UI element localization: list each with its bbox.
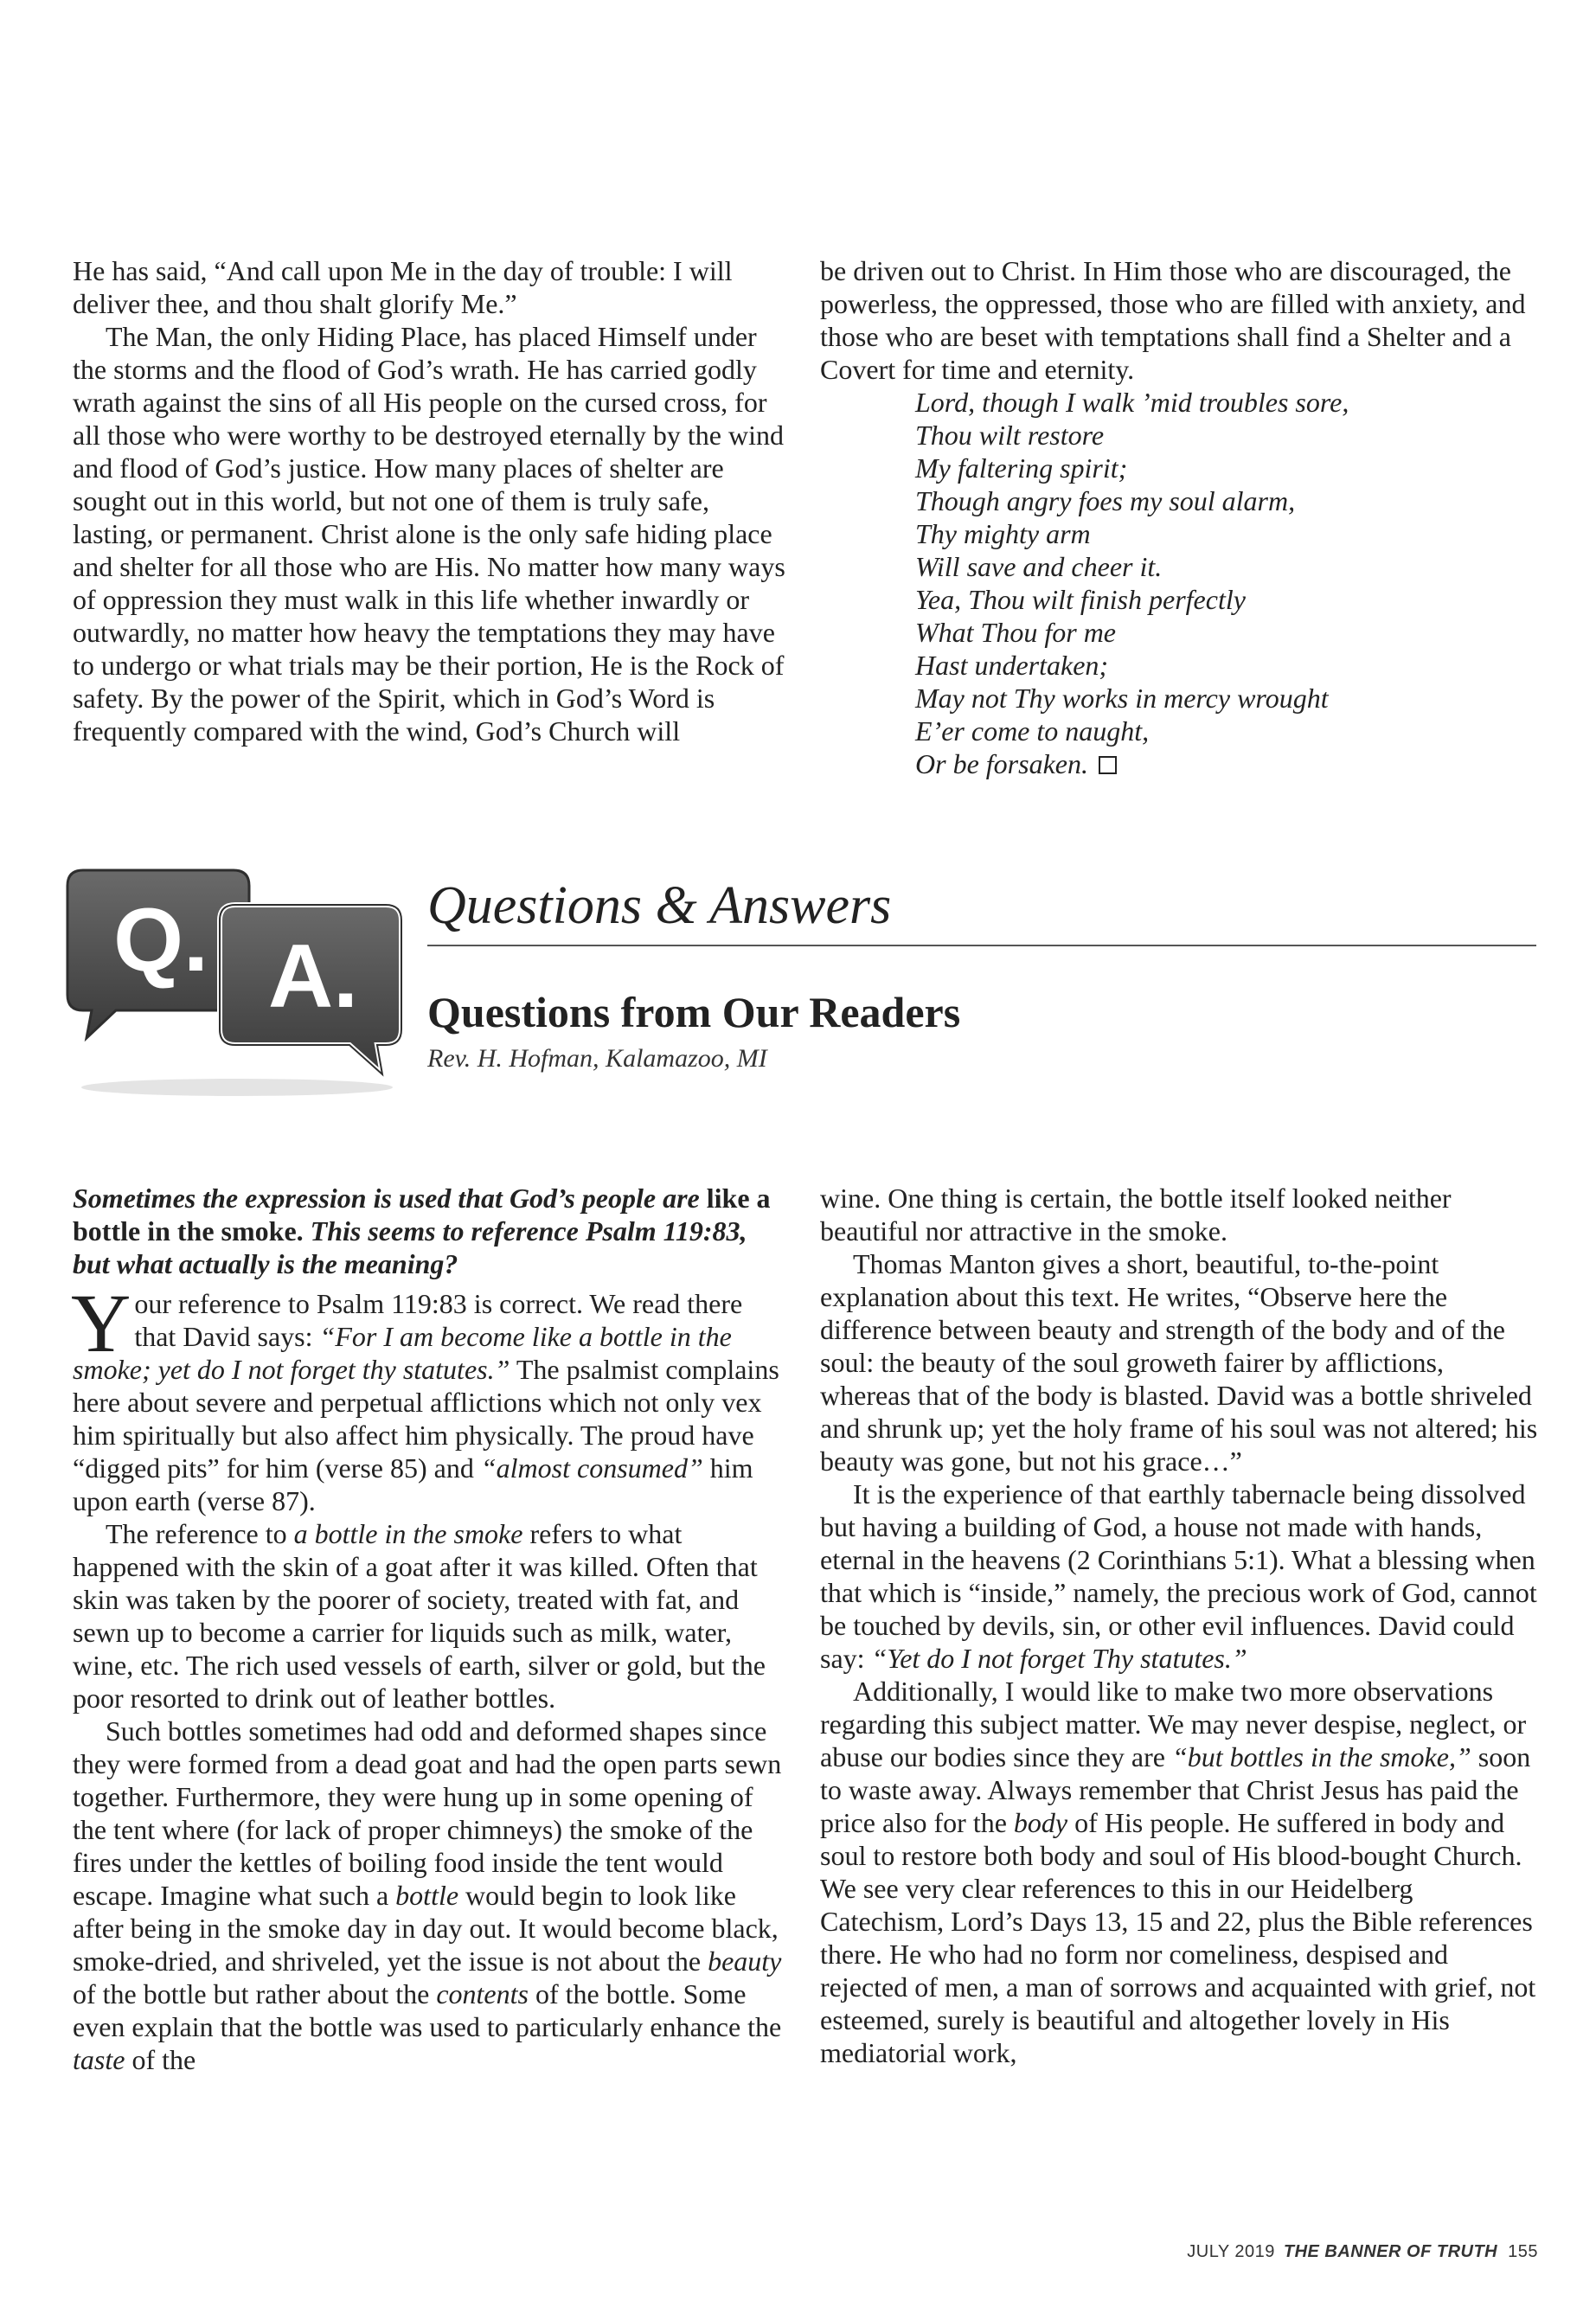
poem-line: Thy mighty arm [915, 518, 1091, 549]
quote: “almost consumed” [480, 1452, 703, 1484]
poem-line: What Thou for me [915, 617, 1116, 648]
text: The psalmist complains here about severe and perpetual afflictions which not only vex him spiritually but also affect him physically. The proud have “digged pits” for him (verse 85) and [73, 1354, 779, 1484]
q-label: Q. [113, 890, 208, 990]
magazine-name: THE BANNER OF TRUTH [1283, 2242, 1498, 2261]
text: of His people. He suffered in body and soul to restore both body and soul of His blood-bought Church. We see very clear references to this in our Heidelberg Catechism, Lord’s Days 13, 15 and 22, plus the Bible references there. He who had no form nor comeliness, despised and rejected of men, a man of sorrows and acquainted with grief, not esteemed, surely is beautiful and altogether lovely in His mediatorial work, [820, 1807, 1536, 2068]
text: It is the experience of that earthly tabernacle being dissolved but having a building of God, a house not made with hands, eternal in the heavens (2 Corinthians 5:1). What a blessing when that which is “inside,” namely, the precious work of God, cannot be touched by devils, sin, or other evil influences. David could say: [820, 1478, 1537, 1674]
paragraph: wine. One thing is certain, the bottle itself looked neither beautiful nor attractive in the smoke. [820, 1183, 1452, 1247]
question-text: This seems to reference Psalm 119:83, but what actually is the meaning? [73, 1215, 747, 1279]
poem-line: Yea, Thou wilt finish perfectly [915, 584, 1246, 615]
paragraph: He has said, “And call upon Me in the day of trouble: I will deliver thee, and thou shalt glorify Me.” [73, 255, 733, 319]
emphasis: body [1013, 1807, 1068, 1838]
text: Such bottles sometimes had odd and deformed shapes since they were formed from a dead goat and had the open parts sewn together. Furthermore, they were hung up in some opening of the tent where (for lack of proper chimneys) the smoke of the fires under the kettles of boiling food inside the tent would escape. Imagine what such a [73, 1715, 782, 1911]
text: of the bottle but rather about the [73, 1978, 437, 2009]
paragraph [820, 1477, 1538, 1675]
emphasis: bottle [395, 1880, 459, 1911]
poem-line: Though angry foes my soul alarm, [915, 485, 1296, 516]
end-mark-icon [1099, 756, 1117, 774]
emphasis: beauty [708, 1945, 782, 1977]
top-left-column [73, 254, 791, 747]
emphasis: taste [73, 2044, 125, 2075]
drop-cap: Y [71, 1277, 131, 1369]
poem-line-last [915, 747, 1538, 780]
poem-line: Hast undertaken; [915, 650, 1109, 681]
emphasis: contents [436, 1978, 529, 2009]
emphasis: a bottle in the smoke [293, 1518, 523, 1549]
text: Additionally, I would like to make two more observations regarding this subject matter. We may never despise, neglect, or abuse our bodies since they are [820, 1676, 1527, 1772]
a-label: A. [268, 926, 358, 1027]
quote: “Yet do I not forget Thy statutes.” [871, 1643, 1247, 1674]
question-text: like a bottle in the smoke. [73, 1183, 771, 1247]
poem-line: Will save and cheer it. [915, 551, 1163, 582]
paragraph: be driven out to Christ. In Him those who are discouraged, the powerless, the oppressed, those who are filled with anxiety, and those who are beset with temptations shall find a Shelter and a Covert for time and eternity. [820, 255, 1526, 385]
paragraph: The Man, the only Hiding Place, has placed Himself under the storms and the flood of God’s wrath. He has carried godly wrath against the sins of all His people on the cursed cross, for all those who were worthy to be destroyed eternally by the wind and flood of God’s justice. How many places of shelter are sought out in this world, but not one of them is truly safe, lasting, or permanent. Christ alone is the only safe hiding place and shelter for all those who are His. No matter how many ways of oppression they must walk in this life whether inwardly or outwardly, no matter how heavy the temptations they may have to undergo or what trials may be their portion, He is the Rock of safety. By the power of the Spirit, which in God’s Word is frequently compared with the wind, God’s Church will [73, 321, 785, 747]
page-footer [1038, 2242, 1538, 2262]
text: soon to waste away. Always remember that Christ Jesus has paid the price also for the [820, 1741, 1531, 1838]
issue-date: JULY 2019 [1187, 2242, 1275, 2261]
text: him upon earth (verse 87). [73, 1452, 753, 1516]
article-right-column [820, 1182, 1538, 2069]
text: The reference to [106, 1518, 294, 1549]
text: of the bottle. Some even explain that the bottle was used to particularly enhance the [73, 1978, 782, 2042]
poem [915, 386, 1538, 780]
article-title: Questions from Our Readers [427, 988, 961, 1036]
poem-line: My faltering spirit; [915, 452, 1128, 484]
page-number: 155 [1508, 2242, 1538, 2261]
paragraph [73, 1517, 791, 1715]
top-right-column [820, 254, 1538, 780]
poem-line: E’er come to naught, [915, 715, 1150, 747]
poem-line: Lord, though I walk ’mid troubles sore, [915, 387, 1349, 418]
poem-line: Or be forsaken. [915, 748, 1088, 779]
poem-line: May not Thy works in mercy wrought [915, 683, 1329, 714]
text: our reference to Psalm 119:83 is correct. We read there that David says: [134, 1288, 743, 1352]
quote: “For I am become like a bottle in the smoke; yet do I not forget thy statutes.” [73, 1321, 732, 1385]
reader-question [73, 1182, 791, 1280]
paragraph [820, 1675, 1538, 2069]
text: of the [125, 2044, 196, 2075]
paragraph [71, 1277, 791, 1517]
text: refers to what happened with the skin of a goat after it was killed. Often that skin was taken by the poorer of society, treated with fat, and sewn up to become a carrier for liquids such as milk, water, wine, etc. The rich used vessels of earth, silver or gold, but the poor resorted to drink out of leather bottles. [73, 1518, 766, 1714]
question-text: Sometimes the expression is used that God’s people are [73, 1183, 700, 1214]
qa-speech-bubbles-icon [64, 867, 410, 1100]
paragraph [73, 1715, 791, 2076]
quote: “but bottles in the smoke,” [1171, 1741, 1471, 1772]
section-divider [427, 945, 1536, 946]
text: would begin to look like after being in the smoke day in day out. It would become black, smoke-dried, and shriveled, yet the issue is not about the [73, 1880, 779, 1977]
article-left-column [73, 1182, 791, 2076]
section-title: Questions & Answers [427, 876, 892, 935]
poem-line: Thou wilt restore [915, 420, 1105, 451]
byline: Rev. H. Hofman, Kalamazoo, MI [427, 1044, 767, 1073]
paragraph: Thomas Manton gives a short, beautiful, to-the-point explanation about this text. He writes, “Observe here the difference between beauty and strength of the body and of the soul: the beauty of the soul groweth fairer by afflictions, whereas that of the body is blasted. David was a bottle shriveled and shrunk up; yet the holy frame of his soul was not altered; his beauty was gone, but not his grace…” [820, 1248, 1538, 1477]
